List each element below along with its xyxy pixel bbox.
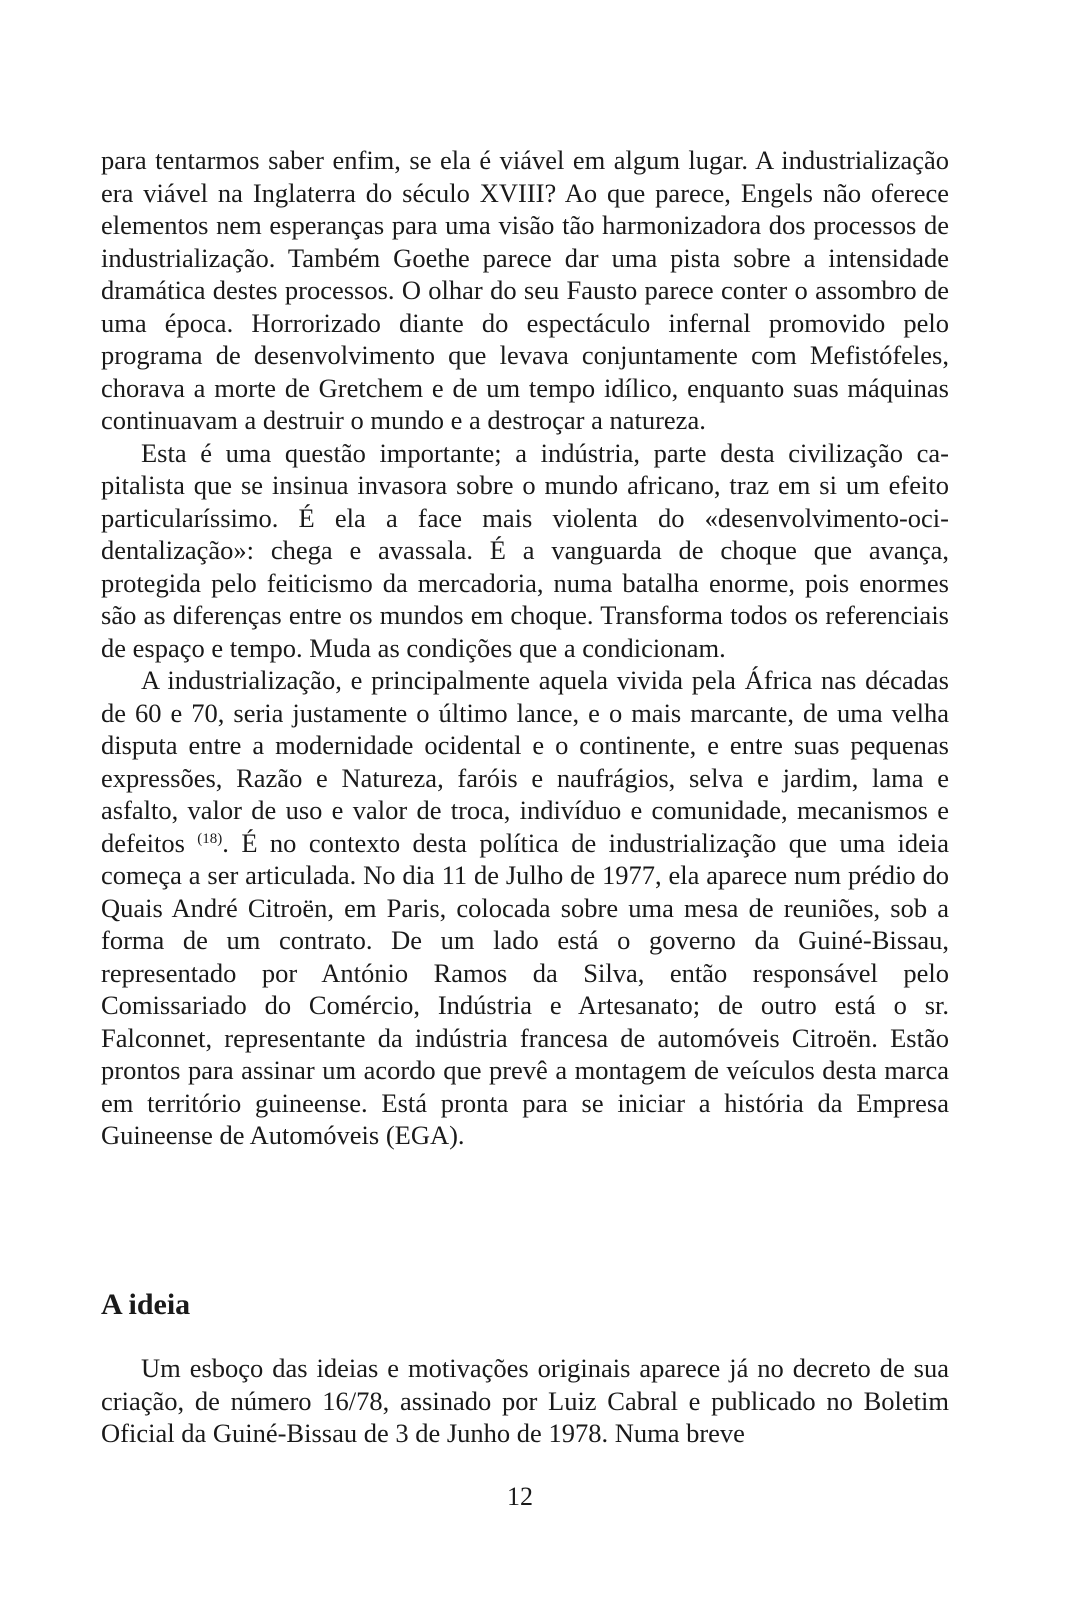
page-number: 12 bbox=[507, 1482, 533, 1511]
paragraph-1 bbox=[101, 144, 949, 437]
paragraph-2 bbox=[101, 437, 949, 665]
footnote-ref: (18) bbox=[197, 830, 223, 847]
page-body bbox=[101, 144, 949, 1152]
intro-paragraph: Um esboço das ideias e motivações originais aparece já no decreto de sua criação, de número 16/78, assinado por Luiz Cabral e publicado no Boletim Oficial da Guiné-Bissau de 3 de Junho de 1978. Numa breve bbox=[101, 1353, 949, 1448]
paragraph-text: A industrialização, e principalmente aquela vivida pela África nas décadas de 60 e 70, seria justamente o último lance, e o mais marcante, de uma velha disputa entre a modernidade ocidental e o continente, e entre suas pequenas expressões, Razão e Natureza, faróis e naufrágios, selva e jardim, lama e asfalto, valor de uso e valor de troca, indivíduo e comunidade, mecanismos e defeitos bbox=[101, 665, 949, 858]
paragraph-text: Esta é uma questão importante; a indústria, parte desta civilização capitalista que se insinua invasora sobre o mundo africano, traz em si um efeito particularíssimo. É ela a face mais violenta do «desenvolvimento-ocidentalização»: chega e avassala. É a vanguarda de choque que avança, protegida pelo feiticismo da mercadoria, numa batalha enorme, pois enormes são as diferenças entre os mundos em choque. Transforma todos os referenciais de espaço e tempo. Muda as condições que a condicionam. bbox=[101, 437, 949, 663]
paragraph-3 bbox=[101, 664, 949, 1152]
paragraph-text: . É no contexto desta política de industrialização que uma ideia começa a ser articulada. No dia 11 de Julho de 1977, ela aparece num prédio do Quais André Citroën, em Paris, colocada sobre uma mesa de reuniões, sob a forma de um contrato. De um lado está o governo da Guiné-Bissau, representado por António Ramos da Silva, então responsável pelo Comissariado do Comércio, Indústria e Artesanato; de outro está o sr. Falconnet, representante da indústria francesa de automóveis Citroën. Estão prontos para assinar um acordo que prevê a montagem de veículos desta marca em território guineense. Está pronta para se iniciar a história da Empresa Guineense de Automóveis (EGA). bbox=[101, 827, 949, 1150]
section-heading: A ideia bbox=[101, 1288, 191, 1321]
paragraph-text: para tentarmos saber enfim, se ela é viável em algum lugar. A industrialização era viável na Inglaterra do século XVIII? Ao que parece, Engels não oferece elementos nem esperanças para uma visão tão harmonizadora dos processos de industrialização. Também Goethe parece dar uma pista sobre a intensidade dramática destes processos. O olhar do seu Fausto parece conter o assombro de uma época. Horrorizado diante do espectáculo infernal promovido pelo programa de desenvolvimento que levava conjuntamente com Mefistófeles, chorava a morte de Gretchem e de um tempo idílico, enquanto suas máquinas continuavam a destruir o mundo e a destroçar a natureza. bbox=[101, 145, 949, 435]
